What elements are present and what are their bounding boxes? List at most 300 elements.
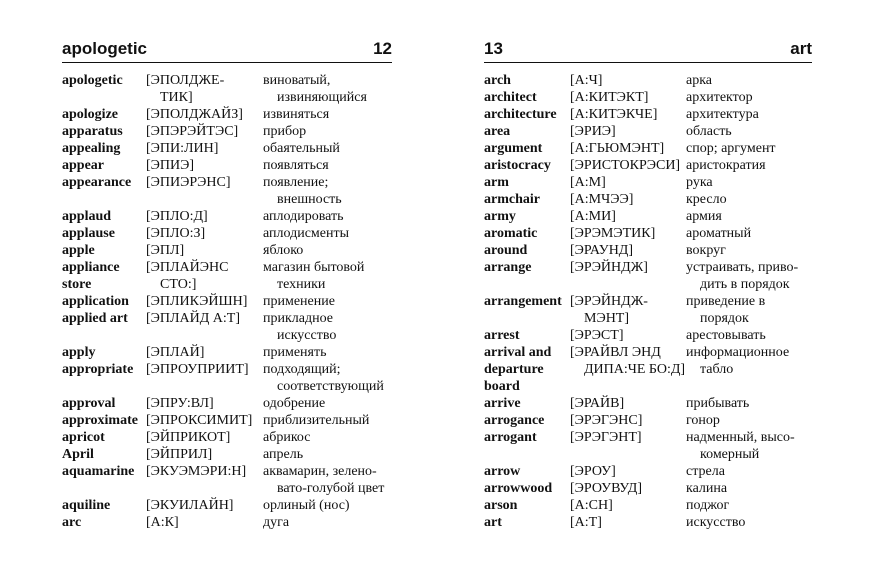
dictionary-entry: [484, 497, 812, 514]
entry-pronunciation: [570, 293, 686, 327]
entry-headword: [484, 208, 570, 225]
entry-headword-line: arrange: [484, 260, 532, 275]
entry-headword-line: April: [62, 447, 94, 462]
entry-headword-line: arch: [484, 73, 511, 88]
entry-translation-line: аквамарин, зелено-: [263, 464, 377, 479]
entry-headword-line: approval: [62, 396, 116, 411]
entry-headword-line: arrogance: [484, 413, 545, 428]
dictionary-entry: [484, 123, 812, 140]
entry-pronunciation-line: [А:КИТЭКЧЕ]: [570, 107, 658, 122]
entry-headword-line: argument: [484, 141, 543, 156]
entry-headword-line: apparatus: [62, 124, 123, 139]
entry-translation-line: порядок: [700, 311, 749, 326]
entry-headword: [484, 327, 570, 344]
entry-pronunciation-line: [ЭПОЛДЖАЙЗ]: [146, 107, 243, 122]
entry-translation: [263, 123, 392, 140]
entry-pronunciation: [146, 412, 263, 429]
entry-headword-line: appearance: [62, 175, 132, 190]
dictionary-entry: [62, 208, 392, 225]
entry-headword-line: apologize: [62, 107, 118, 122]
entry-pronunciation-line: [ЭРАЙВЛ ЭНД: [570, 345, 661, 360]
entry-headword-line: apple: [62, 243, 95, 258]
entry-translation: [263, 225, 392, 242]
entry-translation: [686, 174, 812, 191]
dictionary-entry: [62, 514, 392, 531]
entry-pronunciation: [570, 497, 686, 514]
entry-translation: [263, 72, 392, 106]
entry-translation: [263, 361, 392, 395]
entry-pronunciation: [146, 174, 263, 208]
dictionary-entry: [62, 310, 392, 344]
entry-translation: [263, 259, 392, 293]
entry-translation-line: арка: [686, 73, 713, 88]
entry-pronunciation-line: [ЭРОУ]: [570, 464, 616, 479]
dictionary-entry: [62, 412, 392, 429]
page-number: 13: [484, 39, 503, 58]
entry-headword: [62, 514, 146, 531]
dictionary-entry: [62, 72, 392, 106]
entry-headword-line: arrowwood: [484, 481, 553, 496]
entry-pronunciation-line: [ЭПЛ]: [146, 243, 185, 258]
entry-pronunciation: [570, 191, 686, 208]
dictionary-entry: [484, 463, 812, 480]
entry-pronunciation: [570, 344, 686, 395]
entry-translation: [263, 395, 392, 412]
entry-headword: [484, 191, 570, 208]
entry-pronunciation-line: [А:МЧЭЭ]: [570, 192, 634, 207]
entry-pronunciation-line: [ЭПИ:ЛИН]: [146, 141, 219, 156]
entry-pronunciation-line: [ЭРЭМЭТИК]: [570, 226, 656, 241]
dictionary-entry: [484, 242, 812, 259]
entry-headword-line: architecture: [484, 107, 557, 122]
entry-pronunciation: [570, 242, 686, 259]
entry-translation-line: рука: [686, 175, 713, 190]
entry-headword-line: arrangement: [484, 294, 562, 309]
entry-pronunciation-line: [ЭРЭЙНДЖ]: [570, 260, 648, 275]
entry-headword: [484, 344, 570, 395]
entry-translation: [686, 429, 812, 463]
entry-pronunciation: [570, 106, 686, 123]
entry-translation-line: искусство: [686, 515, 746, 530]
entry-translation: [686, 106, 812, 123]
entry-pronunciation: [146, 395, 263, 412]
entry-headword: [62, 497, 146, 514]
entry-translation: [686, 242, 812, 259]
entry-translation: [686, 497, 812, 514]
entry-translation: [686, 140, 812, 157]
entry-pronunciation: [570, 208, 686, 225]
entry-headword-line: armchair: [484, 192, 540, 207]
entry-pronunciation-line: [ЭПРУ:ВЛ]: [146, 396, 214, 411]
entry-headword: [484, 259, 570, 293]
entry-pronunciation-line: [А:Т]: [570, 515, 602, 530]
entry-translation: [686, 480, 812, 497]
dictionary-entry: [62, 174, 392, 208]
entry-translation: [263, 514, 392, 531]
dictionary-entry: [62, 293, 392, 310]
entry-translation: [686, 89, 812, 106]
page-header: [484, 40, 812, 63]
entry-headword: [62, 259, 146, 293]
dictionary-entry: [484, 514, 812, 531]
entry-translation-line: техники: [277, 277, 326, 292]
entry-translation: [686, 514, 812, 531]
entry-pronunciation: [570, 429, 686, 463]
entry-pronunciation: [570, 395, 686, 412]
entry-translation-line: появляться: [263, 158, 329, 173]
entry-pronunciation-line: [ЭРАУНД]: [570, 243, 634, 258]
entry-pronunciation-line: [ЭПЛАЙЭНС: [146, 260, 229, 275]
dictionary-entry: [62, 259, 392, 293]
entry-translation-line: появление;: [263, 175, 329, 190]
entry-headword: [62, 174, 146, 208]
entry-list: [62, 72, 392, 531]
entry-translation-line: виноватый,: [263, 73, 331, 88]
entry-headword: [62, 157, 146, 174]
entry-headword: [484, 140, 570, 157]
dictionary-entry: [484, 106, 812, 123]
entry-headword-line: arrival and: [484, 345, 552, 360]
entry-headword: [484, 463, 570, 480]
entry-translation: [263, 429, 392, 446]
page-header: [62, 40, 392, 63]
entry-translation-line: абрикос: [263, 430, 311, 445]
entry-pronunciation-line: [А:К]: [146, 515, 179, 530]
dictionary-entry: [484, 327, 812, 344]
dictionary-entry: [484, 395, 812, 412]
entry-headword: [62, 446, 146, 463]
entry-pronunciation: [146, 446, 263, 463]
entry-translation-line: апрель: [263, 447, 304, 462]
entry-pronunciation: [570, 259, 686, 293]
entry-pronunciation-line: [ЭПЛИКЭЙШН]: [146, 294, 248, 309]
entry-headword: [62, 310, 146, 344]
entry-pronunciation-line: [А:Ч]: [570, 73, 603, 88]
entry-translation-line: аплодировать: [263, 209, 344, 224]
entry-pronunciation: [570, 72, 686, 89]
entry-pronunciation-line: [А:КИТЭКТ]: [570, 90, 649, 105]
entry-pronunciation: [146, 208, 263, 225]
entry-translation-line: приблизительный: [263, 413, 370, 428]
entry-pronunciation: [146, 429, 263, 446]
entry-pronunciation-line: [ЭПИЭ]: [146, 158, 195, 173]
entry-pronunciation-line: [ЭРИЭ]: [570, 124, 616, 139]
entry-pronunciation: [146, 344, 263, 361]
entry-pronunciation-line: СТО:]: [160, 277, 197, 292]
entry-translation: [263, 208, 392, 225]
entry-headword: [62, 72, 146, 106]
dictionary-entry: [62, 157, 392, 174]
entry-translation: [686, 395, 812, 412]
dictionary-entry: [62, 106, 392, 123]
entry-pronunciation: [146, 293, 263, 310]
dictionary-entry: [62, 446, 392, 463]
entry-translation-line: аристократия: [686, 158, 766, 173]
entry-translation: [263, 310, 392, 344]
entry-pronunciation-line: [А:М]: [570, 175, 606, 190]
entry-pronunciation: [146, 106, 263, 123]
entry-translation: [686, 123, 812, 140]
dictionary-entry: [484, 225, 812, 242]
entry-pronunciation-line: [А:МИ]: [570, 209, 616, 224]
entry-translation-line: кресло: [686, 192, 727, 207]
entry-headword-line: applied art: [62, 311, 128, 326]
entry-headword: [62, 140, 146, 157]
entry-translation-line: армия: [686, 209, 722, 224]
dictionary-entry: [62, 429, 392, 446]
entry-pronunciation-line: [ЭРИСТОКРЭСИ]: [570, 158, 681, 173]
entry-headword-line: appear: [62, 158, 104, 173]
entry-headword-line: board: [484, 379, 520, 394]
entry-translation-line: спор; аргумент: [686, 141, 776, 156]
entry-translation-line: внешность: [277, 192, 342, 207]
entry-translation-line: орлиный (нос): [263, 498, 350, 513]
entry-headword-line: aromatic: [484, 226, 538, 241]
entry-translation-line: магазин бытовой: [263, 260, 365, 275]
entry-headword-line: applause: [62, 226, 115, 241]
entry-translation-line: искусство: [277, 328, 337, 343]
entry-headword-line: applaud: [62, 209, 112, 224]
entry-headword-line: apologetic: [62, 73, 123, 88]
dictionary-entry: [62, 242, 392, 259]
entry-translation: [263, 106, 392, 123]
entry-translation-line: информационное: [686, 345, 790, 360]
entry-pronunciation-line: [ЭРЭГЭНС]: [570, 413, 643, 428]
dictionary-entry: [484, 480, 812, 497]
entry-headword: [484, 480, 570, 497]
entry-pronunciation: [570, 412, 686, 429]
entry-translation: [263, 242, 392, 259]
entry-pronunciation: [570, 140, 686, 157]
entry-pronunciation: [146, 463, 263, 497]
entry-pronunciation: [146, 72, 263, 106]
entry-headword-line: arm: [484, 175, 509, 190]
dictionary-entry: [62, 344, 392, 361]
entry-headword-line: arc: [62, 515, 82, 530]
entry-pronunciation: [146, 514, 263, 531]
entry-translation-line: вокруг: [686, 243, 726, 258]
entry-pronunciation-line: [ЭПРОУПРИИТ]: [146, 362, 249, 377]
entry-headword: [484, 123, 570, 140]
entry-translation-line: калина: [686, 481, 728, 496]
dictionary-entry: [484, 259, 812, 293]
entry-pronunciation: [570, 89, 686, 106]
entry-headword: [484, 157, 570, 174]
entry-translation-line: поджог: [686, 498, 730, 513]
entry-pronunciation-line: [ЭПЛО:Д]: [146, 209, 208, 224]
entry-headword-line: arson: [484, 498, 518, 513]
entry-pronunciation-line: [ЭПЛО:З]: [146, 226, 206, 241]
entry-headword: [484, 293, 570, 327]
entry-translation: [263, 174, 392, 208]
entry-translation-line: гонор: [686, 413, 720, 428]
entry-pronunciation-line: [ЭПЛАЙ]: [146, 345, 205, 360]
right-page: [484, 0, 812, 580]
entry-pronunciation: [146, 361, 263, 395]
entry-translation: [263, 446, 392, 463]
entry-pronunciation-line: [ЭРОУВУД]: [570, 481, 643, 496]
entry-headword-line: apricot: [62, 430, 105, 445]
entry-headword-line: aquiline: [62, 498, 111, 513]
entry-pronunciation: [570, 157, 686, 174]
entry-translation-line: подходящий;: [263, 362, 341, 377]
left-page: [62, 0, 392, 580]
entry-pronunciation-line: [ЭПИЭРЭНС]: [146, 175, 231, 190]
entry-translation: [686, 157, 812, 174]
entry-translation-line: архитектор: [686, 90, 753, 105]
header-guide-word: art: [790, 39, 812, 58]
entry-pronunciation: [570, 123, 686, 140]
entry-translation-line: одобрение: [263, 396, 326, 411]
entry-headword-line: area: [484, 124, 511, 139]
entry-headword-line: arrogant: [484, 430, 537, 445]
entry-translation-line: стрела: [686, 464, 725, 479]
entry-pronunciation-line: [ЭКУИЛАЙН]: [146, 498, 234, 513]
entry-headword-line: arrest: [484, 328, 520, 343]
entry-translation-line: архитектура: [686, 107, 759, 122]
dictionary-entry: [62, 361, 392, 395]
entry-pronunciation-line: [ЭПЭРЭЙТЭС]: [146, 124, 239, 139]
entry-headword-line: appealing: [62, 141, 121, 156]
entry-pronunciation: [146, 123, 263, 140]
entry-pronunciation: [146, 242, 263, 259]
entry-translation-line: ароматный: [686, 226, 752, 241]
entry-headword: [62, 412, 146, 429]
page-number: 12: [373, 39, 392, 58]
entry-translation: [263, 412, 392, 429]
entry-pronunciation: [146, 157, 263, 174]
entry-pronunciation: [146, 259, 263, 293]
entry-headword: [62, 463, 146, 497]
dictionary-entry: [62, 225, 392, 242]
dictionary-entry: [484, 344, 812, 395]
entry-headword: [484, 72, 570, 89]
dictionary-entry: [484, 412, 812, 429]
entry-translation-line: извиняющийся: [277, 90, 367, 105]
entry-pronunciation-line: [ЭКУЭМЭРИ:Н]: [146, 464, 247, 479]
entry-translation: [686, 259, 812, 293]
entry-pronunciation-line: ТИК]: [160, 90, 193, 105]
entry-pronunciation-line: ДИПА:ЧЕ БО:Д]: [584, 362, 686, 377]
entry-translation-line: прибывать: [686, 396, 750, 411]
entry-translation-line: обаятельный: [263, 141, 340, 156]
entry-pronunciation: [570, 463, 686, 480]
entry-list: [484, 72, 812, 531]
entry-translation-line: прикладное: [263, 311, 333, 326]
entry-translation: [263, 497, 392, 514]
header-guide-word: apologetic: [62, 39, 148, 58]
dictionary-entry: [484, 140, 812, 157]
entry-translation: [686, 225, 812, 242]
entry-translation-line: прибор: [263, 124, 307, 139]
entry-headword: [484, 429, 570, 463]
entry-headword: [62, 242, 146, 259]
entry-pronunciation-line: [ЭЙПРИЛ]: [146, 447, 213, 462]
entry-pronunciation-line: [ЭЙПРИКОТ]: [146, 430, 231, 445]
entry-translation: [686, 293, 812, 327]
dictionary-entry: [484, 174, 812, 191]
entry-headword: [62, 293, 146, 310]
entry-headword: [484, 174, 570, 191]
entry-pronunciation-line: [ЭПЛАЙД А:Т]: [146, 311, 240, 326]
entry-headword: [62, 361, 146, 395]
entry-translation: [686, 191, 812, 208]
entry-translation-line: соответствующий: [277, 379, 384, 394]
entry-pronunciation-line: [ЭРЭСТ]: [570, 328, 624, 343]
entry-translation-line: устраивать, приво-: [686, 260, 799, 275]
entry-pronunciation-line: [А:ГЬЮМЭНТ]: [570, 141, 665, 156]
entry-translation-line: извиняться: [263, 107, 330, 122]
entry-translation-line: аплодисменты: [263, 226, 350, 241]
entry-pronunciation: [570, 225, 686, 242]
entry-headword-line: appliance store: [62, 260, 120, 292]
entry-headword-line: approximate: [62, 413, 138, 428]
entry-headword: [484, 514, 570, 531]
entry-translation: [263, 293, 392, 310]
dictionary-entry: [484, 157, 812, 174]
entry-headword-line: aristocracy: [484, 158, 551, 173]
entry-headword: [62, 344, 146, 361]
dictionary-entry: [484, 72, 812, 89]
entry-headword: [484, 106, 570, 123]
dictionary-entry: [62, 463, 392, 497]
entry-pronunciation: [146, 497, 263, 514]
dictionary-entry: [62, 140, 392, 157]
entry-pronunciation: [146, 225, 263, 242]
entry-translation: [686, 72, 812, 89]
dictionary-entry: [62, 395, 392, 412]
entry-pronunciation: [570, 514, 686, 531]
entry-translation-line: применять: [263, 345, 327, 360]
entry-translation: [686, 412, 812, 429]
entry-translation: [686, 208, 812, 225]
entry-translation: [686, 344, 812, 395]
entry-translation-line: дить в порядок: [700, 277, 790, 292]
entry-pronunciation-line: МЭНТ]: [584, 311, 630, 326]
entry-translation: [263, 157, 392, 174]
entry-pronunciation-line: [ЭПРОКСИМИТ]: [146, 413, 253, 428]
entry-pronunciation-line: [А:СН]: [570, 498, 613, 513]
entry-pronunciation-line: [ЭРЭГЭНТ]: [570, 430, 642, 445]
entry-headword-line: departure: [484, 362, 544, 377]
dictionary-entry: [484, 429, 812, 463]
entry-headword-line: art: [484, 515, 502, 530]
dictionary-entry: [62, 497, 392, 514]
dictionary-entry: [484, 208, 812, 225]
entry-translation: [263, 344, 392, 361]
entry-translation-line: применение: [263, 294, 335, 309]
entry-headword-line: army: [484, 209, 516, 224]
entry-translation-line: область: [686, 124, 732, 139]
entry-headword-line: arrive: [484, 396, 521, 411]
entry-translation-line: надменный, высо-: [686, 430, 795, 445]
entry-headword-line: application: [62, 294, 129, 309]
entry-headword-line: arrow: [484, 464, 521, 479]
entry-pronunciation: [146, 310, 263, 344]
entry-headword: [62, 208, 146, 225]
entry-pronunciation-line: [ЭПОЛДЖЕ-: [146, 73, 225, 88]
entry-headword: [484, 395, 570, 412]
entry-headword-line: aquamarine: [62, 464, 135, 479]
entry-translation: [686, 327, 812, 344]
entry-headword-line: around: [484, 243, 528, 258]
entry-translation-line: приведение в: [686, 294, 766, 309]
entry-headword: [62, 429, 146, 446]
entry-translation-line: комерный: [700, 447, 760, 462]
entry-translation: [263, 463, 392, 497]
entry-translation-line: вато-голубой цвет: [277, 481, 385, 496]
entry-translation: [686, 463, 812, 480]
